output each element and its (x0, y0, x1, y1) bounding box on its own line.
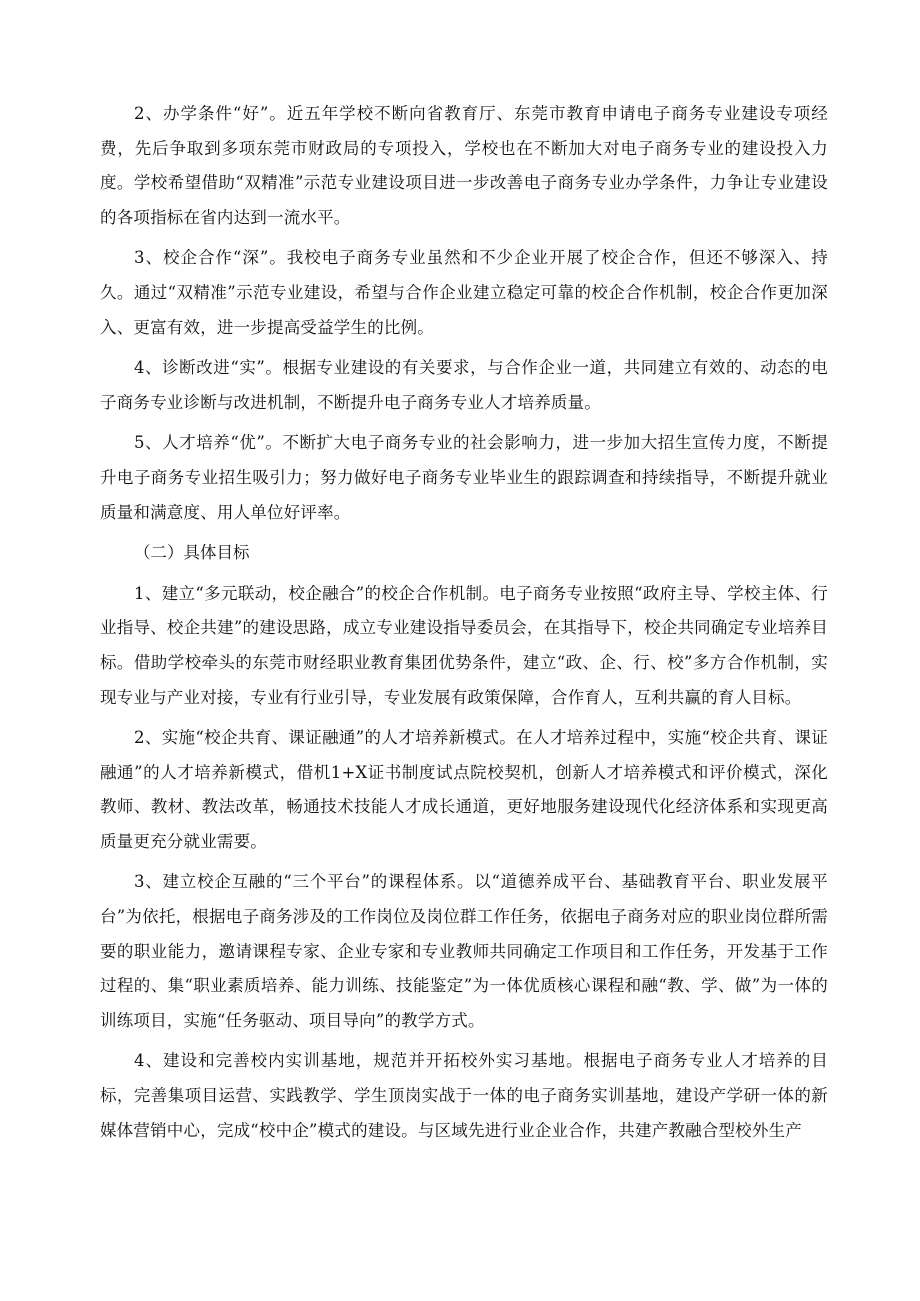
paragraph-talent-cultivation: 5、人才培养“优”。不断扩大电子商务专业的社会影响力，进一步加大招生宣传力度，不断提升电子商务专业招生吸引力；努力做好电子商务专业毕业生的跟踪调查和持续指导，不断提升就业质量和满意度、用人单位好评率。 (100, 433, 828, 522)
goal-paragraph-2: 2、实施“校企共育、课证融通”的人才培养新模式。在人才培养过程中，实施“校企共育、课证融通”的人才培养新模式，借机1+X证书制度试点院校契机，创新人才培养模式和评价模式，深化教师、教材、教法改革，畅通技术技能人才成长通道，更好地服务建设现代化经济体系和实现更高质量更充分就业需要。 (100, 728, 828, 851)
goal-paragraph-3: 3、建立校企互融的“三个平台”的课程体系。以“道德养成平台、基础教育平台、职业发展平台”为依托，根据电子商务涉及的工作岗位及岗位群工作任务，依据电子商务对应的职业岗位群所需要的职业能力，邀请课程专家、企业专家和专业教师共同确定工作项目和工作任务，开发基于工作过程的、集“职业素质培养、能力训练、技能鉴定”为一体优质核心课程和融“教、学、做”为一体的训练项目，实施“任务驱动、项目导向”的教学方式。 (100, 872, 828, 1030)
paragraph-school-conditions: 2、办学条件“好”。近五年学校不断向省教育厅、东莞市教育申请电子商务专业建设专项经费，先后争取到多项东莞市财政局的专项投入，学校也在不断加大对电子商务专业的建设投入力度。学校希望借助“双精准”示范专业建设项目进一步改善电子商务专业办学条件，力争让专业建设的各项指标在省内达到一流水平。 (100, 104, 828, 227)
paragraph-school-enterprise-cooperation: 3、校企合作“深”。我校电子商务专业虽然和不少企业开展了校企合作，但还不够深入、持久。通过“双精准”示范专业建设，希望与合作企业建立稳定可靠的校企合作机制，校企合作更加深入、更富有效，进一步提高受益学生的比例。 (100, 248, 828, 337)
section-heading-specific-goals: （二）具体目标 (134, 543, 250, 563)
goal-paragraph-1: 1、建立“多元联动，校企融合”的校企合作机制。电子商务专业按照“政府主导、学校主体、行业指导、校企共建”的建设思路，成立专业建设指导委员会，在其指导下，校企共同确定专业培养目标。借助学校牵头的东莞市财经职业教育集团优势条件，建立“政、企、行、校”多方合作机制，实现专业与产业对接，专业有行业引导，专业发展有政策保障，合作育人，互利共赢的育人目标。 (100, 583, 828, 707)
paragraph-diagnosis-improvement: 4、诊断改进“实”。根据专业建设的有关要求，与合作企业一道，共同建立有效的、动态的电子商务专业诊断与改进机制，不断提升电子商务专业人才培养质量。 (100, 358, 828, 412)
goal-paragraph-4: 4、建设和完善校内实训基地，规范并开拓校外实习基地。根据电子商务专业人才培养的目标，完善集项目运营、实践教学、学生顶岗实战于一体的电子商务实训基地，建设产学研一体的新媒体营销中心，完成“校中企”模式的建设。与区域先进行业企业合作，共建产教融合型校外生产 (100, 1051, 828, 1140)
